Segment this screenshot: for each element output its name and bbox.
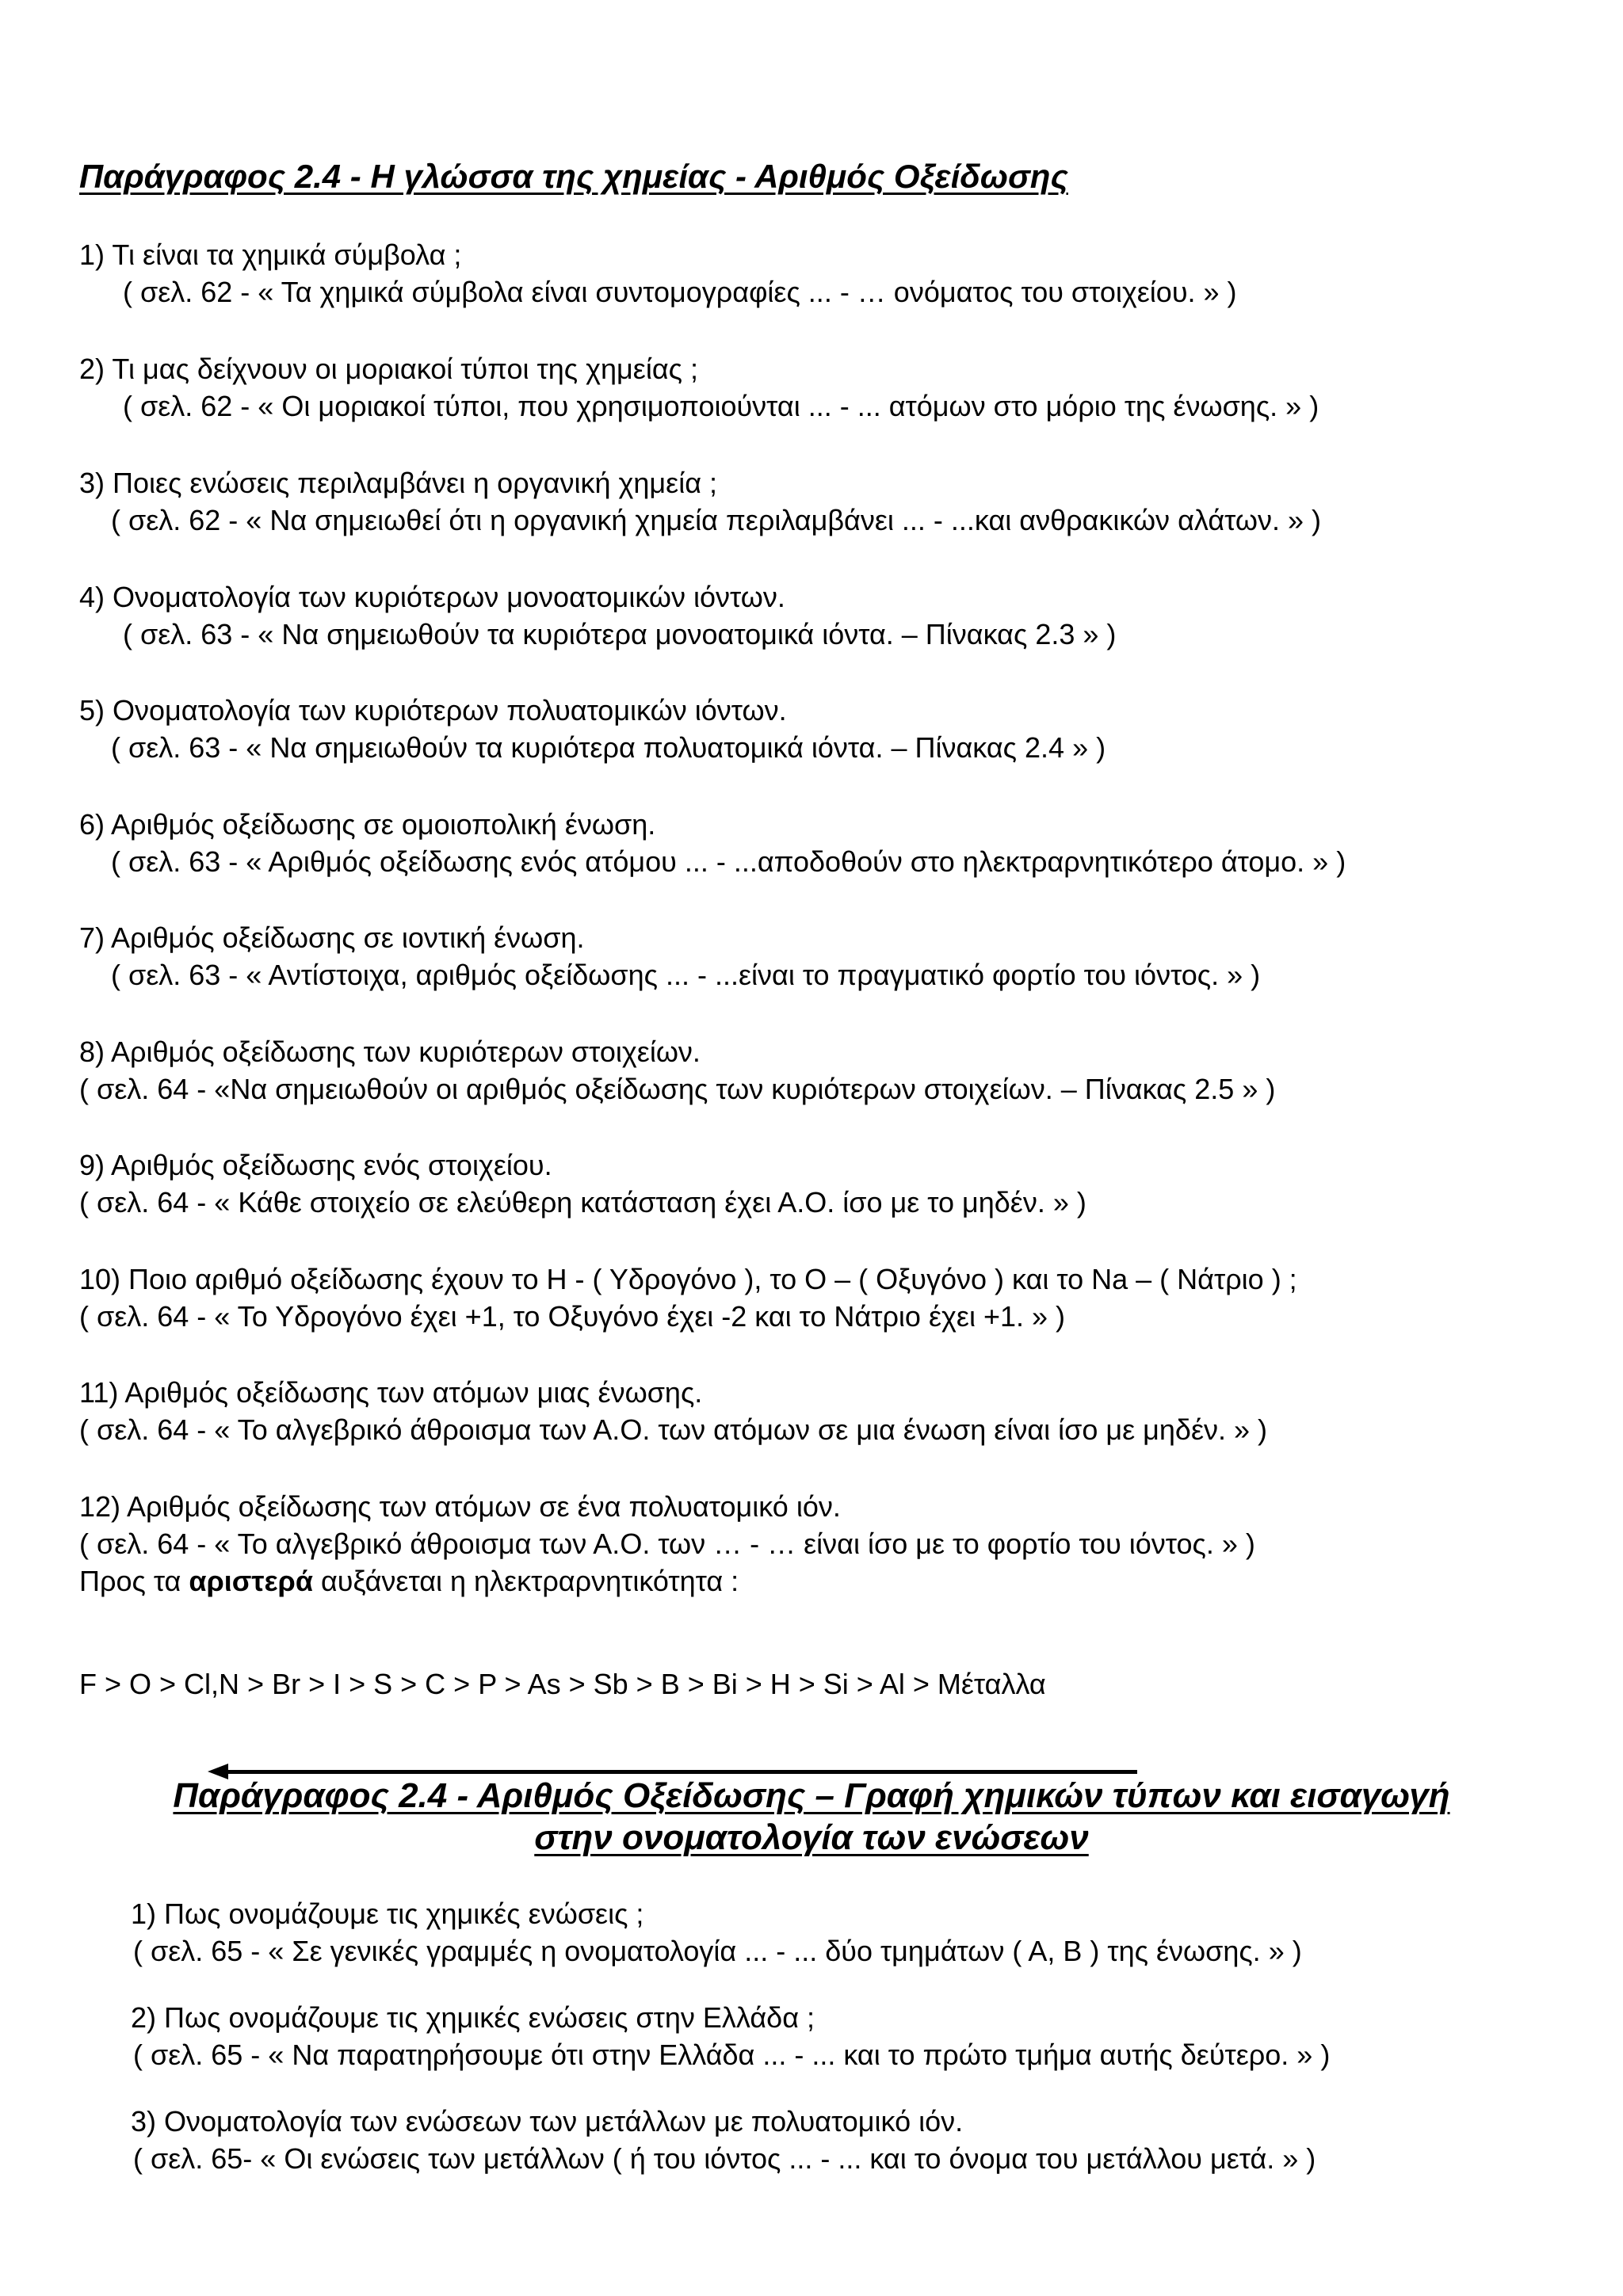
question-6: 6) Αριθμός οξείδωσης σε ομοιοπολική ένωση. xyxy=(79,808,656,841)
answer-2: ( σελ. 62 - « Οι μοριακοί τύποι, που χρησιμοποιούνται ... - ... ατόμων στο μόριο της ένωσης. » ) xyxy=(123,390,1319,422)
question-1: 1) Τι είναι τα χημικά σύμβολα ; xyxy=(79,238,462,271)
note-prefix: Προς τα xyxy=(79,1565,189,1597)
section2-title-line2: στην ονοματολογία των ενώσεων xyxy=(534,1818,1089,1857)
note-suffix: αυξάνεται η ηλεκτραρνητικότητα : xyxy=(312,1565,739,1597)
question-7: 7) Αριθμός οξείδωσης σε ιοντική ένωση. xyxy=(79,921,585,954)
electronegativity-series: F > O > Cl,N > Br > I > S > C > P > As > Sb > B > Bi > H > Si > Al > Μέταλλα xyxy=(79,1668,1046,1700)
question-12: 12) Αριθμός οξείδωσης των ατόμων σε ένα πολυατομικό ιόν. xyxy=(79,1490,841,1523)
s2-question-2: 2) Πως ονομάζουμε τις χημικές ενώσεις στην Ελλάδα ; xyxy=(131,2001,815,2034)
answer-3: ( σελ. 62 - « Να σημειωθεί ότι η οργανική χημεία περιλαμβάνει ... - ...και ανθρακικών αλάτων. » ) xyxy=(111,504,1321,536)
s2-question-3: 3) Ονοματολογία των ενώσεων των μετάλλων με πολυατομικό ιόν. xyxy=(131,2105,964,2138)
section2-title-line1: Παράγραφος 2.4 - Αριθμός Οξείδωσης – Γραφή χημικών τύπων και εισαγωγή xyxy=(173,1776,1450,1815)
question-11: 11) Αριθμός οξείδωσης των ατόμων μιας ένωσης. xyxy=(79,1376,703,1409)
answer-11: ( σελ. 64 - « Το αλγεβρικό άθροισμα των Α.Ο. των ατόμων σε μια ένωση είναι ίσο με μηδέν. » ) xyxy=(79,1413,1268,1446)
s2-answer-2: ( σελ. 65 - « Να παρατηρήσουμε ότι στην Ελλάδα ... - ... και το πρώτο τμήμα αυτής δεύτερο. » ) xyxy=(133,2039,1331,2071)
s2-question-1: 1) Πως ονομάζουμε τις χημικές ενώσεις ; xyxy=(131,1897,644,1930)
question-3: 3) Ποιες ενώσεις περιλαμβάνει η οργανική χημεία ; xyxy=(79,467,718,499)
answer-4: ( σελ. 63 - « Να σημειωθούν τα κυριότερα μονοατομικά ιόντα. – Πίνακας 2.3 » ) xyxy=(123,618,1117,650)
section1-title: Παράγραφος 2.4 - Η γλώσσα της χημείας - Αριθμός Οξείδωσης xyxy=(79,158,1068,195)
question-10: 10) Ποιο αριθμό οξείδωσης έχουν το Η - ( Υδρογόνο ), το Ο – ( Οξυγόνο ) και το Na – ( Νάτριο ) ; xyxy=(79,1263,1297,1295)
answer-6: ( σελ. 63 - « Αριθμός οξείδωσης ενός ατόμου ... - ...αποδοθούν στο ηλεκτραρνητικότερο άτομο. » ) xyxy=(111,845,1346,878)
question-5: 5) Ονοματολογία των κυριότερων πολυατομικών ιόντων. xyxy=(79,694,787,727)
question-9: 9) Αριθμός οξείδωσης ενός στοιχείου. xyxy=(79,1149,552,1181)
note-bold-left: αριστερά xyxy=(189,1565,313,1597)
answer-5: ( σελ. 63 - « Να σημειωθούν τα κυριότερα πολυατομικά ιόντα. – Πίνακας 2.4 » ) xyxy=(111,731,1106,764)
answer-8: ( σελ. 64 - «Να σημειωθούν οι αριθμός οξείδωσης των κυριότερων στοιχείων. – Πίνακας 2.5 » ) xyxy=(79,1073,1276,1105)
question-8: 8) Αριθμός οξείδωσης των κυριότερων στοιχείων. xyxy=(79,1035,701,1068)
question-2: 2) Τι μας δείχνουν οι μοριακοί τύποι της χημείας ; xyxy=(79,353,698,385)
arrow-line xyxy=(226,1770,1137,1774)
s2-answer-3: ( σελ. 65- « Οι ενώσεις των μετάλλων ( ή του ιόντος ... - ... και το όνομα του μετάλλου μετά. » ) xyxy=(133,2142,1316,2175)
question-4: 4) Ονοματολογία των κυριότερων μονοατομικών ιόντων. xyxy=(79,581,785,613)
answer-7: ( σελ. 63 - « Αντίστοιχα, αριθμός οξείδωσης ... - ...είναι το πραγματικό φορτίο του ιόντος. » ) xyxy=(111,959,1261,991)
answer-1: ( σελ. 62 - « Τα χημικά σύμβολα είναι συντομογραφίες ... - … ονόματος του στοιχείου. » ) xyxy=(123,276,1237,308)
s2-answer-1: ( σελ. 65 - « Σε γενικές γραμμές η ονοματολογία ... - ... δύο τμημάτων ( Α, Β ) της ένωσης. » ) xyxy=(133,1935,1302,1967)
electronegativity-note xyxy=(79,1562,739,1600)
answer-10: ( σελ. 64 - « Το Υδρογόνο έχει +1, το Οξυγόνο έχει -2 και το Νάτριο έχει +1. » ) xyxy=(79,1300,1066,1333)
answer-12: ( σελ. 64 - « Το αλγεβρικό άθροισμα των Α.Ο. των … - … είναι ίσο με το φορτίο του ιόντος. » ) xyxy=(79,1527,1255,1560)
answer-9: ( σελ. 64 - « Κάθε στοιχείο σε ελεύθερη κατάσταση έχει Α.Ο. ίσο με το μηδέν. » ) xyxy=(79,1186,1086,1219)
